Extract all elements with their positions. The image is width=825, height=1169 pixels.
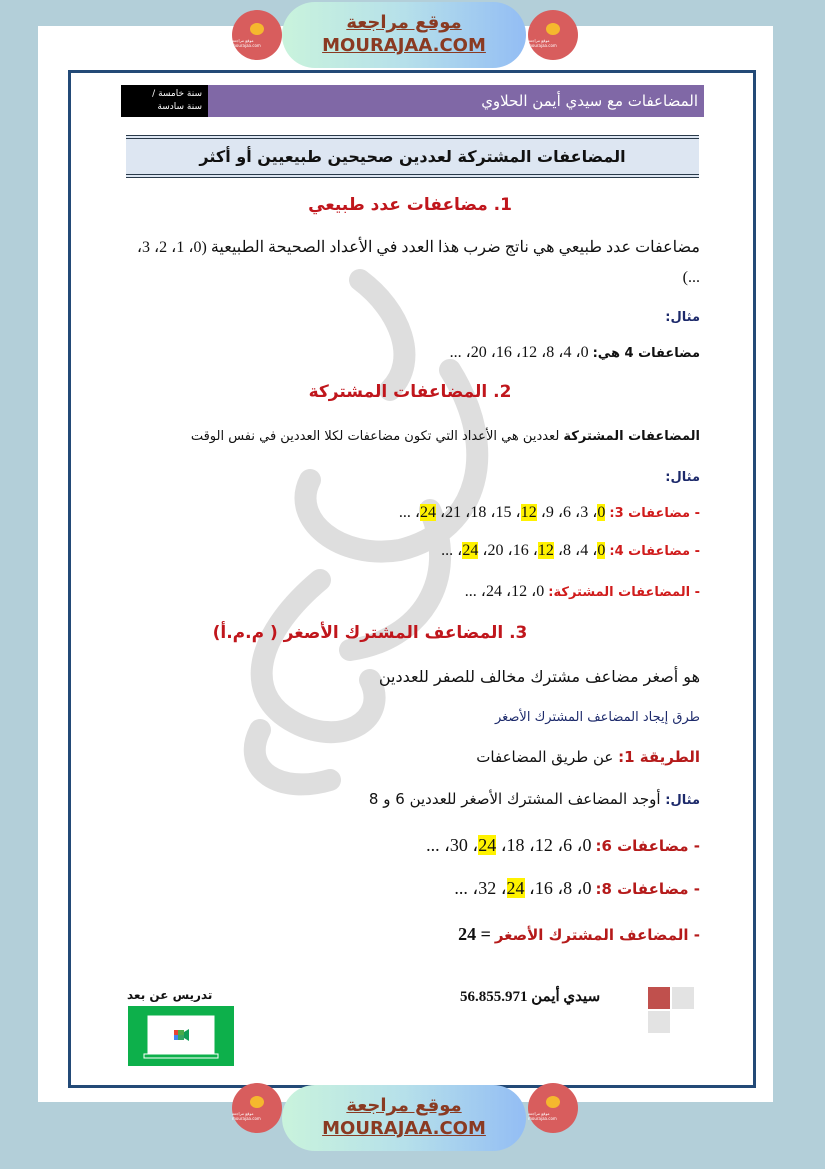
example-label: مثال: xyxy=(665,310,700,325)
book-icon xyxy=(250,1096,264,1108)
sequence-value: 12 xyxy=(537,542,554,559)
site-logo-badge[interactable] xyxy=(528,10,578,60)
lesson-title: المضاعفات المشتركة لعددين صحيحين طبيعيين أو أكثر xyxy=(126,135,699,178)
badge-text: موقع مراجعة mourajaa.com xyxy=(232,37,261,48)
row-label: - مضاعفات 3: xyxy=(609,506,700,521)
sequence-value: 32 xyxy=(478,878,497,898)
section-3-heading: 3. المضاعف المشترك الأصغر ( م.م.أ) xyxy=(212,623,528,643)
section-3-definition xyxy=(120,662,700,692)
methods-title xyxy=(120,702,700,733)
site-logo-badge[interactable] xyxy=(528,1083,578,1133)
section-1-heading: 1. مضاعفات عدد طبيعي xyxy=(308,195,512,215)
example-prefix: مضاعفات 4 هي: xyxy=(592,346,700,361)
book-icon xyxy=(250,23,264,35)
sequence-value: 6 xyxy=(563,835,573,855)
book-icon xyxy=(546,1096,560,1108)
remote-teaching-label: تدريس عن بعد xyxy=(127,988,213,1002)
sequence-value: 0 xyxy=(597,504,606,521)
sequence-value: 21 xyxy=(445,504,462,521)
method-text: عن طريق المضاعفات xyxy=(476,748,619,766)
row-label: - مضاعفات 6: xyxy=(595,837,700,855)
site-logo-badge[interactable] xyxy=(232,10,282,60)
badge-text: موقع مراجعة mourajaa.com xyxy=(232,1110,261,1121)
sequence-value: 8 xyxy=(563,542,572,559)
example-label: مثال: xyxy=(665,793,700,808)
section-2-definition xyxy=(120,421,700,452)
multiples-of-6-row xyxy=(120,830,700,862)
sequence-value: 9 xyxy=(545,504,554,521)
sequence-value: ... xyxy=(426,835,440,855)
grade-line-1: سنة خامسة / xyxy=(152,89,202,99)
sequence-value: 24 xyxy=(420,504,436,521)
multiples-of-4-row xyxy=(120,536,700,567)
method-1 xyxy=(120,742,700,773)
sequence-value: 18 xyxy=(506,835,525,855)
grade-line-2: سنة سادسة xyxy=(157,102,202,112)
site-name-arabic[interactable]: موقع مراجعة xyxy=(346,1095,462,1116)
method-label: الطريقة 1: xyxy=(618,748,700,766)
sequence-value: 0 xyxy=(582,835,592,855)
sequence-value: 8 xyxy=(563,878,573,898)
site-banner-top[interactable] xyxy=(282,2,526,68)
site-name-latin[interactable]: MOURAJAA.COM xyxy=(322,35,486,56)
sequence-value: 4 xyxy=(580,542,589,559)
row-values: 0، 12، 24، ... xyxy=(464,583,545,600)
common-multiples-row xyxy=(120,577,700,608)
section-2-example-label xyxy=(120,462,700,493)
site-banner-bottom[interactable] xyxy=(282,1085,526,1151)
sequence-value: 30 xyxy=(449,835,468,855)
sequence-value: 20 xyxy=(487,542,504,559)
teacher-contact: سيدي أيمن 56.855.971 xyxy=(460,989,601,1005)
sequence-value: ... xyxy=(398,504,411,521)
lcm-result xyxy=(120,919,700,951)
sequence-value: 16 xyxy=(512,542,529,559)
example-values: 0، 4، 8، 12، 16، 20، ... xyxy=(449,344,589,361)
example-text: أوجد المضاعف المشترك الأصغر للعددين 6 و 8 xyxy=(368,790,666,808)
google-meet-laptop-icon xyxy=(128,1006,234,1066)
row-label: - مضاعفات 8: xyxy=(595,880,700,898)
result-value: = 24 xyxy=(458,924,491,944)
sequence-value: 24 xyxy=(506,878,525,898)
example-label: مثال: xyxy=(665,470,700,485)
multiples-of-3-row xyxy=(120,498,700,529)
sequence-value: ... xyxy=(441,542,454,559)
decorative-squares-icon xyxy=(648,987,696,1035)
result-label: - المضاعف المشترك الأصغر xyxy=(494,926,700,944)
sequence-value: 3 xyxy=(580,504,589,521)
sequence-value: 6 xyxy=(563,504,572,521)
row-values: 0، 3، 6، 9، 12، 15، 18، 21، 24، ... xyxy=(398,504,606,521)
multiples-of-8-row xyxy=(120,873,700,905)
sequence-value: 0 xyxy=(597,542,606,559)
book-icon xyxy=(546,23,560,35)
definition-text: لعددين هي الأعداد التي تكون مضاعفات لكلا العددين في نفس الوقت xyxy=(190,429,564,444)
row-label: - المضاعفات المشتركة: xyxy=(548,585,700,600)
row-label: - مضاعفات 4: xyxy=(609,544,700,559)
site-name-arabic[interactable]: موقع مراجعة xyxy=(346,12,462,33)
sequence-value: 0 xyxy=(582,878,592,898)
section-1-example-label xyxy=(120,302,700,333)
sequence-value: 18 xyxy=(470,504,487,521)
document-header xyxy=(121,85,704,117)
section-2-heading: 2. المضاعفات المشتركة xyxy=(308,382,512,402)
sequence-value: 24 xyxy=(462,542,479,559)
sequence-value: 16 xyxy=(534,878,553,898)
row-values: 0، 4، 8، 12، 16، 20، 24، ... xyxy=(441,542,606,559)
definition-text: هو أصغر مضاعف مشترك مخالف للصفر للعددين xyxy=(378,667,700,686)
sequence-value: ... xyxy=(454,878,468,898)
section-1-definition: مضاعفات عدد طبيعي هي ناتج ضرب هذا العدد في الأعداد الصحيحة الطبيعية (0، 1، 2، 3، ...) xyxy=(136,239,700,286)
sequence-value: 24 xyxy=(478,835,497,855)
methods-title-text: طرق إيجاد المضاعف المشترك الأصغر xyxy=(494,710,700,725)
row-values: 0، 8، 16، 24، 32، ... xyxy=(454,878,592,898)
site-name-latin[interactable]: MOURAJAA.COM xyxy=(322,1118,486,1139)
section-1-example xyxy=(120,338,700,369)
section-3-example xyxy=(120,784,700,816)
sequence-value: 12 xyxy=(520,504,537,521)
definition-term: المضاعفات المشتركة xyxy=(563,429,700,444)
sequence-value: 15 xyxy=(495,504,512,521)
header-title: المضاعفات مع سيدي أيمن الحلاوي xyxy=(208,85,704,117)
badge-text: موقع مراجعة mourajaa.com xyxy=(528,1110,557,1121)
row-values: 0، 6، 12، 18، 24، 30، ... xyxy=(426,835,592,855)
sequence-value: 12 xyxy=(534,835,553,855)
site-logo-badge[interactable] xyxy=(232,1083,282,1133)
grade-level-box xyxy=(121,85,208,117)
badge-text: موقع مراجعة mourajaa.com xyxy=(528,37,557,48)
